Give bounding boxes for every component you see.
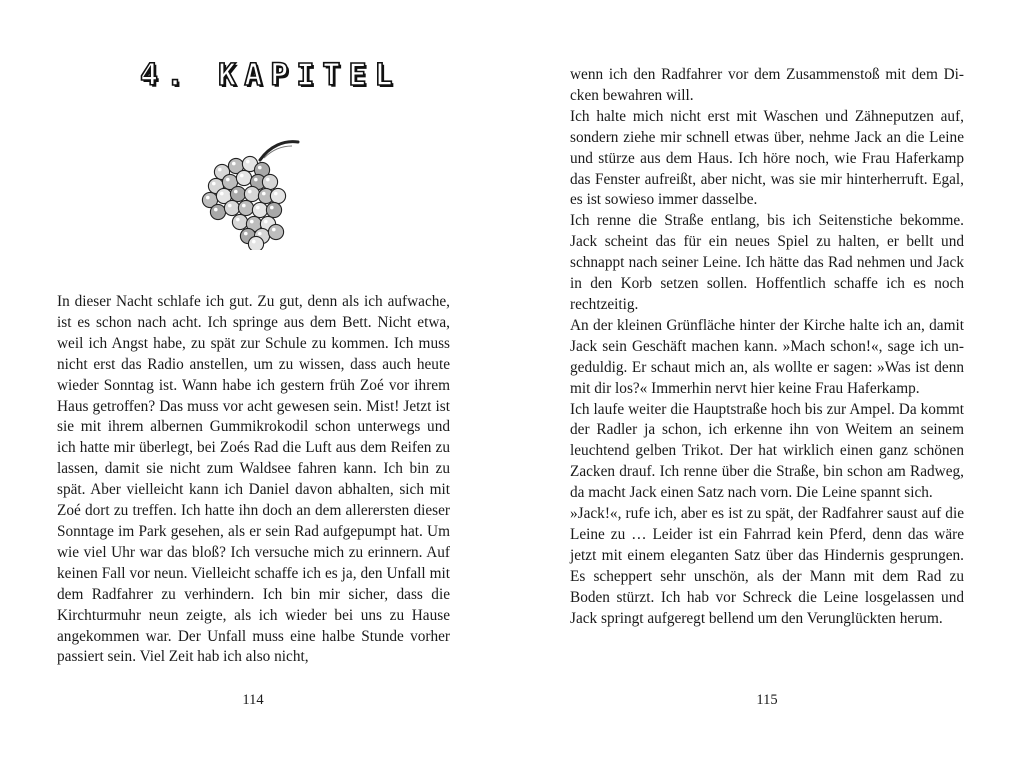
drupelet: [248, 236, 263, 250]
drupelet: [238, 200, 253, 215]
drupelet: [232, 214, 247, 229]
drupelet-highlight: [236, 218, 240, 222]
paragraph: »Jack!«, rufe ich, aber es ist zu spät, der Radfahrer saust auf die Leine zu … Leider ist ein Fahrrad kein Pferd, denn das wäre jetzt mit einem eleganten Satz über das Hindernis gesprungen. Es scheppert sehr unschön, als der Mann mit dem Rad zu Boden stürzt. Ich hab vor Schreck die Leine losgelassen und Jack springt aufgeregt bellend um den Verunglückten herum.: [570, 505, 964, 627]
drupelet: [210, 204, 225, 219]
drupelet-highlight: [252, 240, 256, 244]
drupelet-highlight: [244, 232, 248, 236]
drupelet-highlight: [228, 204, 232, 208]
drupelet-highlight: [226, 178, 230, 182]
drupelet: [268, 224, 283, 239]
drupelet-highlight: [262, 192, 266, 196]
paragraph: Ich renne die Straße entlang, bis ich Seitenstiche bekomme. Jack scheint das für ein neues Spiel zu halten, er bellt und schnappt nach seiner Leine. Ich hätte das Rad nehmen und Jack in den Korb setzen sollen. Hoffentlich schaffe ich es noch rechtzeitig.: [570, 212, 964, 313]
drupelet-highlight: [264, 220, 268, 224]
right-page: [510, 0, 1020, 775]
drupelet-highlight: [214, 208, 218, 212]
drupelet-highlight: [248, 190, 252, 194]
chapter-title: 4. KAPITEL: [140, 58, 401, 93]
drupelet-highlight: [220, 192, 224, 196]
drupelet-highlight: [206, 196, 210, 200]
drupelet-highlight: [274, 192, 278, 196]
blackberry-stem: [260, 142, 298, 160]
drupelet-highlight: [254, 178, 258, 182]
drupelet: [252, 202, 267, 217]
drupelet-highlight: [242, 204, 246, 208]
paragraph: An der kleinen Grünfläche hinter der Kirche halte ich an, damit Jack sein Geschäft machen kann. »Mach schon!«, sage ich ungeduldig. Er schaut mich an, als wollte er sagen: »Was ist denn mit dir los?« Immerhin nervt hier keine Frau Haferkamp.: [570, 316, 964, 397]
drupelet-highlight: [256, 206, 260, 210]
drupelet-highlight: [258, 232, 262, 236]
drupelet: [224, 200, 239, 215]
drupelet: [236, 170, 251, 185]
drupelet-highlight: [250, 220, 254, 224]
right-text-block: [570, 65, 964, 629]
drupelet-highlight: [240, 174, 244, 178]
paragraph: In dieser Nacht schlafe ich gut. Zu gut, denn als ich aufwache, ist es schon nach acht. Ich springe aus dem Bett. Nicht etwa, weil ich Angst habe, zu spät zur Schule zu kommen. Ich muss nicht erst das Radio anstellen, um zu wissen, dass auch heute wieder Sonntag ist. Wann habe ich gestern früh Zoé vor ihrem Haus getroffen? Das muss vor acht gewesen sein. Mist! Jetzt ist sie mit ihrem albernen Gummikrokodil schon unterwegs und ich hatte mir überlegt, bei Zoés Rad die Luft aus dem Reifen zu lassen, damit sie nicht zum Waldsee fahren kann. Ich bin zu spät. Aber vielleicht kann ich Daniel davon abhalten, sich mit Zoé dort zu treffen. Ich hatte ihn doch an dem allerersten dieser Sonntage im Park gesehen, als er sein Rad aufgepumpt hat. Um wie viel Uhr war das bloß? Ich versuche mich zu erinnern. Auf keinen Fall vor neun. Vielleicht schaffe ich es ja, den Unfall mit dem Radfahrer zu verhindern. Ich bin mir sicher, dass die Kirchturmuhr neun zeigte, als ich wieder bei uns zu Hause angekommen war. Der Unfall muss eine halbe Stunde vorher passiert sein. Viel Zeit hab ich also nicht,: [57, 293, 450, 666]
blackberry-illustration: [192, 132, 312, 250]
drupelet-highlight: [266, 178, 270, 182]
drupelet-highlight: [218, 168, 222, 172]
left-text-block: [57, 292, 450, 668]
paragraph: wenn ich den Radfahrer vor dem Zusammenstoß mit dem Dicken bewahren will.: [570, 66, 964, 104]
drupelet-highlight: [246, 160, 250, 164]
drupelet-highlight: [258, 166, 262, 170]
drupelet-highlight: [212, 182, 216, 186]
drupelet-highlight: [232, 162, 236, 166]
page-number: 115: [756, 692, 778, 708]
drupelet-highlight: [270, 206, 274, 210]
paragraph: Ich laufe weiter die Hauptstraße hoch bis zur Ampel. Da kommt der Radler ja schon, ich erkenne ihn von Weitem an seinem leuchtend gelben Trikot. Der hat wirklich einen ganz schönen Zacken drauf. Ich renne über die Straße, bin schon am Radweg, da macht Jack einen Satz nach vorn. Die Leine spannt sich.: [570, 400, 964, 502]
drupelet: [270, 188, 285, 203]
drupelet: [244, 186, 259, 201]
page-number: 114: [242, 692, 264, 708]
drupelet: [230, 186, 245, 201]
drupelet: [262, 174, 277, 189]
paragraph: Ich halte mich nicht erst mit Waschen und Zähneputzen auf, sondern ziehe mir schnell etwas über, nehme Jack an die Leine und stürze aus dem Haus. Ich höre noch, wie Frau Haferkamp das Fenster aufreißt, aber nicht, was sie mir hinterherruft. Egal, es ist sowieso immer dasselbe.: [570, 107, 964, 209]
drupelet-highlight: [272, 228, 276, 232]
drupelet-highlight: [234, 190, 238, 194]
drupelet: [266, 202, 281, 217]
